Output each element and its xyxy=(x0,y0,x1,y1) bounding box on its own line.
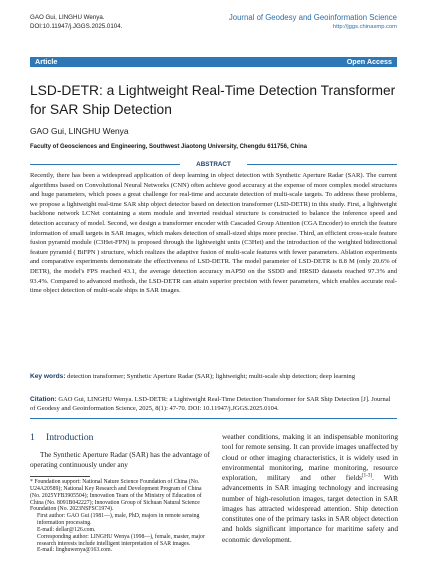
section-number: 1 xyxy=(30,432,35,443)
footnote-email-1: E-mail: dellar@126.com. xyxy=(37,526,96,533)
abstract-heading xyxy=(30,160,397,169)
open-access-label: Open Access xyxy=(346,57,392,66)
footnote-foundation: * Foundation support: National Nature Science Foundation of China (No. U24A20589); National Key Research and Development Program of China (No. 2025YFB3905504); Innovation Team of the Ministry of Education of China (No. 8091B042227); Innovation Group of Sichuan Natural Science Foundation (No. 2023NSFSC1974). xyxy=(30,479,202,513)
header-authors: GAO Gui, LINGHU Wenya. xyxy=(30,14,105,21)
keywords-text: detection transformer; Synthetic Aperture Radar (SAR); lightweight; multi-scale ship detection; deep learning xyxy=(65,373,355,380)
citation-label: Citation: xyxy=(30,396,57,403)
section-divider xyxy=(30,418,397,419)
intro-paragraph-right xyxy=(222,432,398,545)
paper-authors: GAO Gui, LINGHU Wenya xyxy=(30,126,129,136)
abstract-label: ABSTRACT xyxy=(196,161,231,168)
footnote-rule xyxy=(30,476,90,477)
intro-paragraph-left: The Synthetic Aperture Radar (SAR) has the advantage of operating continuously under any xyxy=(30,450,210,470)
abstract-rule-left xyxy=(30,164,180,165)
journal-name: Journal of Geodesy and Geoinformation Science xyxy=(228,13,397,22)
citation-text: GAO Gui, LINGHU Wenya. LSD-DETR: a Lightweight Real-Time Detection Transformer for SAR Ship Detection [J]. Journal of Geodesy and Geoinformation Science, 2025, 8(1): 47-70. DOI: 10.11947/j.JGGS.2025.0104. xyxy=(30,396,391,413)
header-doi: DOI:10.11947/j.JGGS.2025.0104. xyxy=(30,22,123,30)
paper-title: LSD-DETR: a Lightweight Real-Time Detection Transformer for SAR Ship Detection xyxy=(30,83,396,117)
journal-url[interactable]: http://jggs.chinasmp.com xyxy=(332,24,397,30)
abstract-rule-right xyxy=(247,164,397,165)
section-heading xyxy=(30,432,93,444)
footnote-email-2: E-mail: linghuwenya@163.com. xyxy=(37,547,113,554)
abstract-text: Recently, there has been a widespread application of deep learning in object detection with Synthetic Aperture Radar (SAR). The current algorithms based on Convolutional Neural Networks (CNN) often achieve good accuracy at the expense of more complex model structures and huge parameters, which poses a great challenge for real-time and accurate detection of multi-scale targets. To address these problems, we propose a lightweight real-time SAR ship object detector based on detection transformer (LSD-DETR) in this study. First, a lightweight backbone network LCNet containing a stem module and inverted residual structure is constructed to balance the inference speed and detection accuracy of model. Second, we design a transformer encoder with Cascaded Group Attention (CGA Encoder) to enrich the feature information of small targets in SAR images, which makes detection of small-sized ships more precise. Third, an efficient cross-scale feature fusion pyramid module (C3Het-FPN) is proposed through the lightweight units (C3Het) and the introduction of the weighted bidirectional feature pyramid ( BiFPN ) structure, which realizes the adaptive fusion of multi-scale features with fewer parameters. Ablation experiments and comparative experiments demonstrate the effectiveness of LSD-DETR. The model parameter of LSD-DETR is 8.8 M (only 20.6% of DETR), the model's FPS reached 43.1, the average detection accuracy mAP50 on the SSDD and HRSID datasets reached 97.3% and 93.4%. Compared to advanced methods, the LSD-DETR can attain superior precision with fewer parameters, which enables accurate real-time object detection of multi-scale ships in SAR images. xyxy=(30,172,397,295)
footnote-first-author: First author: GAO Gui (1981—), male, PhD, majors in remote sensing information processing. xyxy=(37,513,200,527)
article-label: Article xyxy=(35,57,58,66)
keywords xyxy=(30,372,397,381)
footnote-foundation-text: Foundation support: National Nature Science Foundation of China (No. U24A20589); National Key Research and Development Program of China (No. 2025YFB3905504); Innovation Team of the Ministry of Education of China (No. 8091B042227); Innovation Group of Sichuan Natural Science Foundation (No. 2023NSFSC1974). xyxy=(30,479,202,513)
section-title: Introduction xyxy=(46,432,94,443)
running-header-right xyxy=(167,13,397,32)
article-type-bar xyxy=(30,57,397,67)
intro-right-text-a: weather conditions, making it an indispensable monitoring tool for remote sensing. It can provide images unaffected by cloud or other imaging characteristics, it is widely used in environmental monitoring, marine monitoring, resource exploration, military and other fields xyxy=(222,432,398,482)
citation xyxy=(30,395,397,414)
intro-right-text-b: . With advancements in SAR imaging technology and increasing number of high-resolution images, target detection in SAR images has attracted widespread attention. Ship detection constitutes one of the primary tasks in SAR object detection and holds significant importance for maritime safety and economic development. xyxy=(222,473,398,544)
reference-citation[interactable]: [1-3] xyxy=(361,473,372,479)
keywords-label: Key words: xyxy=(30,373,66,380)
footnotes xyxy=(30,479,212,554)
affiliation: Faculty of Geosciences and Engineering, Southwest Jiaotong University, Chengdu 611756, China xyxy=(30,144,307,150)
footnote-corresponding-author: Corresponding author: LINGHU Wenya (1998—), female, master, major research interests include intelligent interpretation of SAR images. xyxy=(37,533,205,547)
